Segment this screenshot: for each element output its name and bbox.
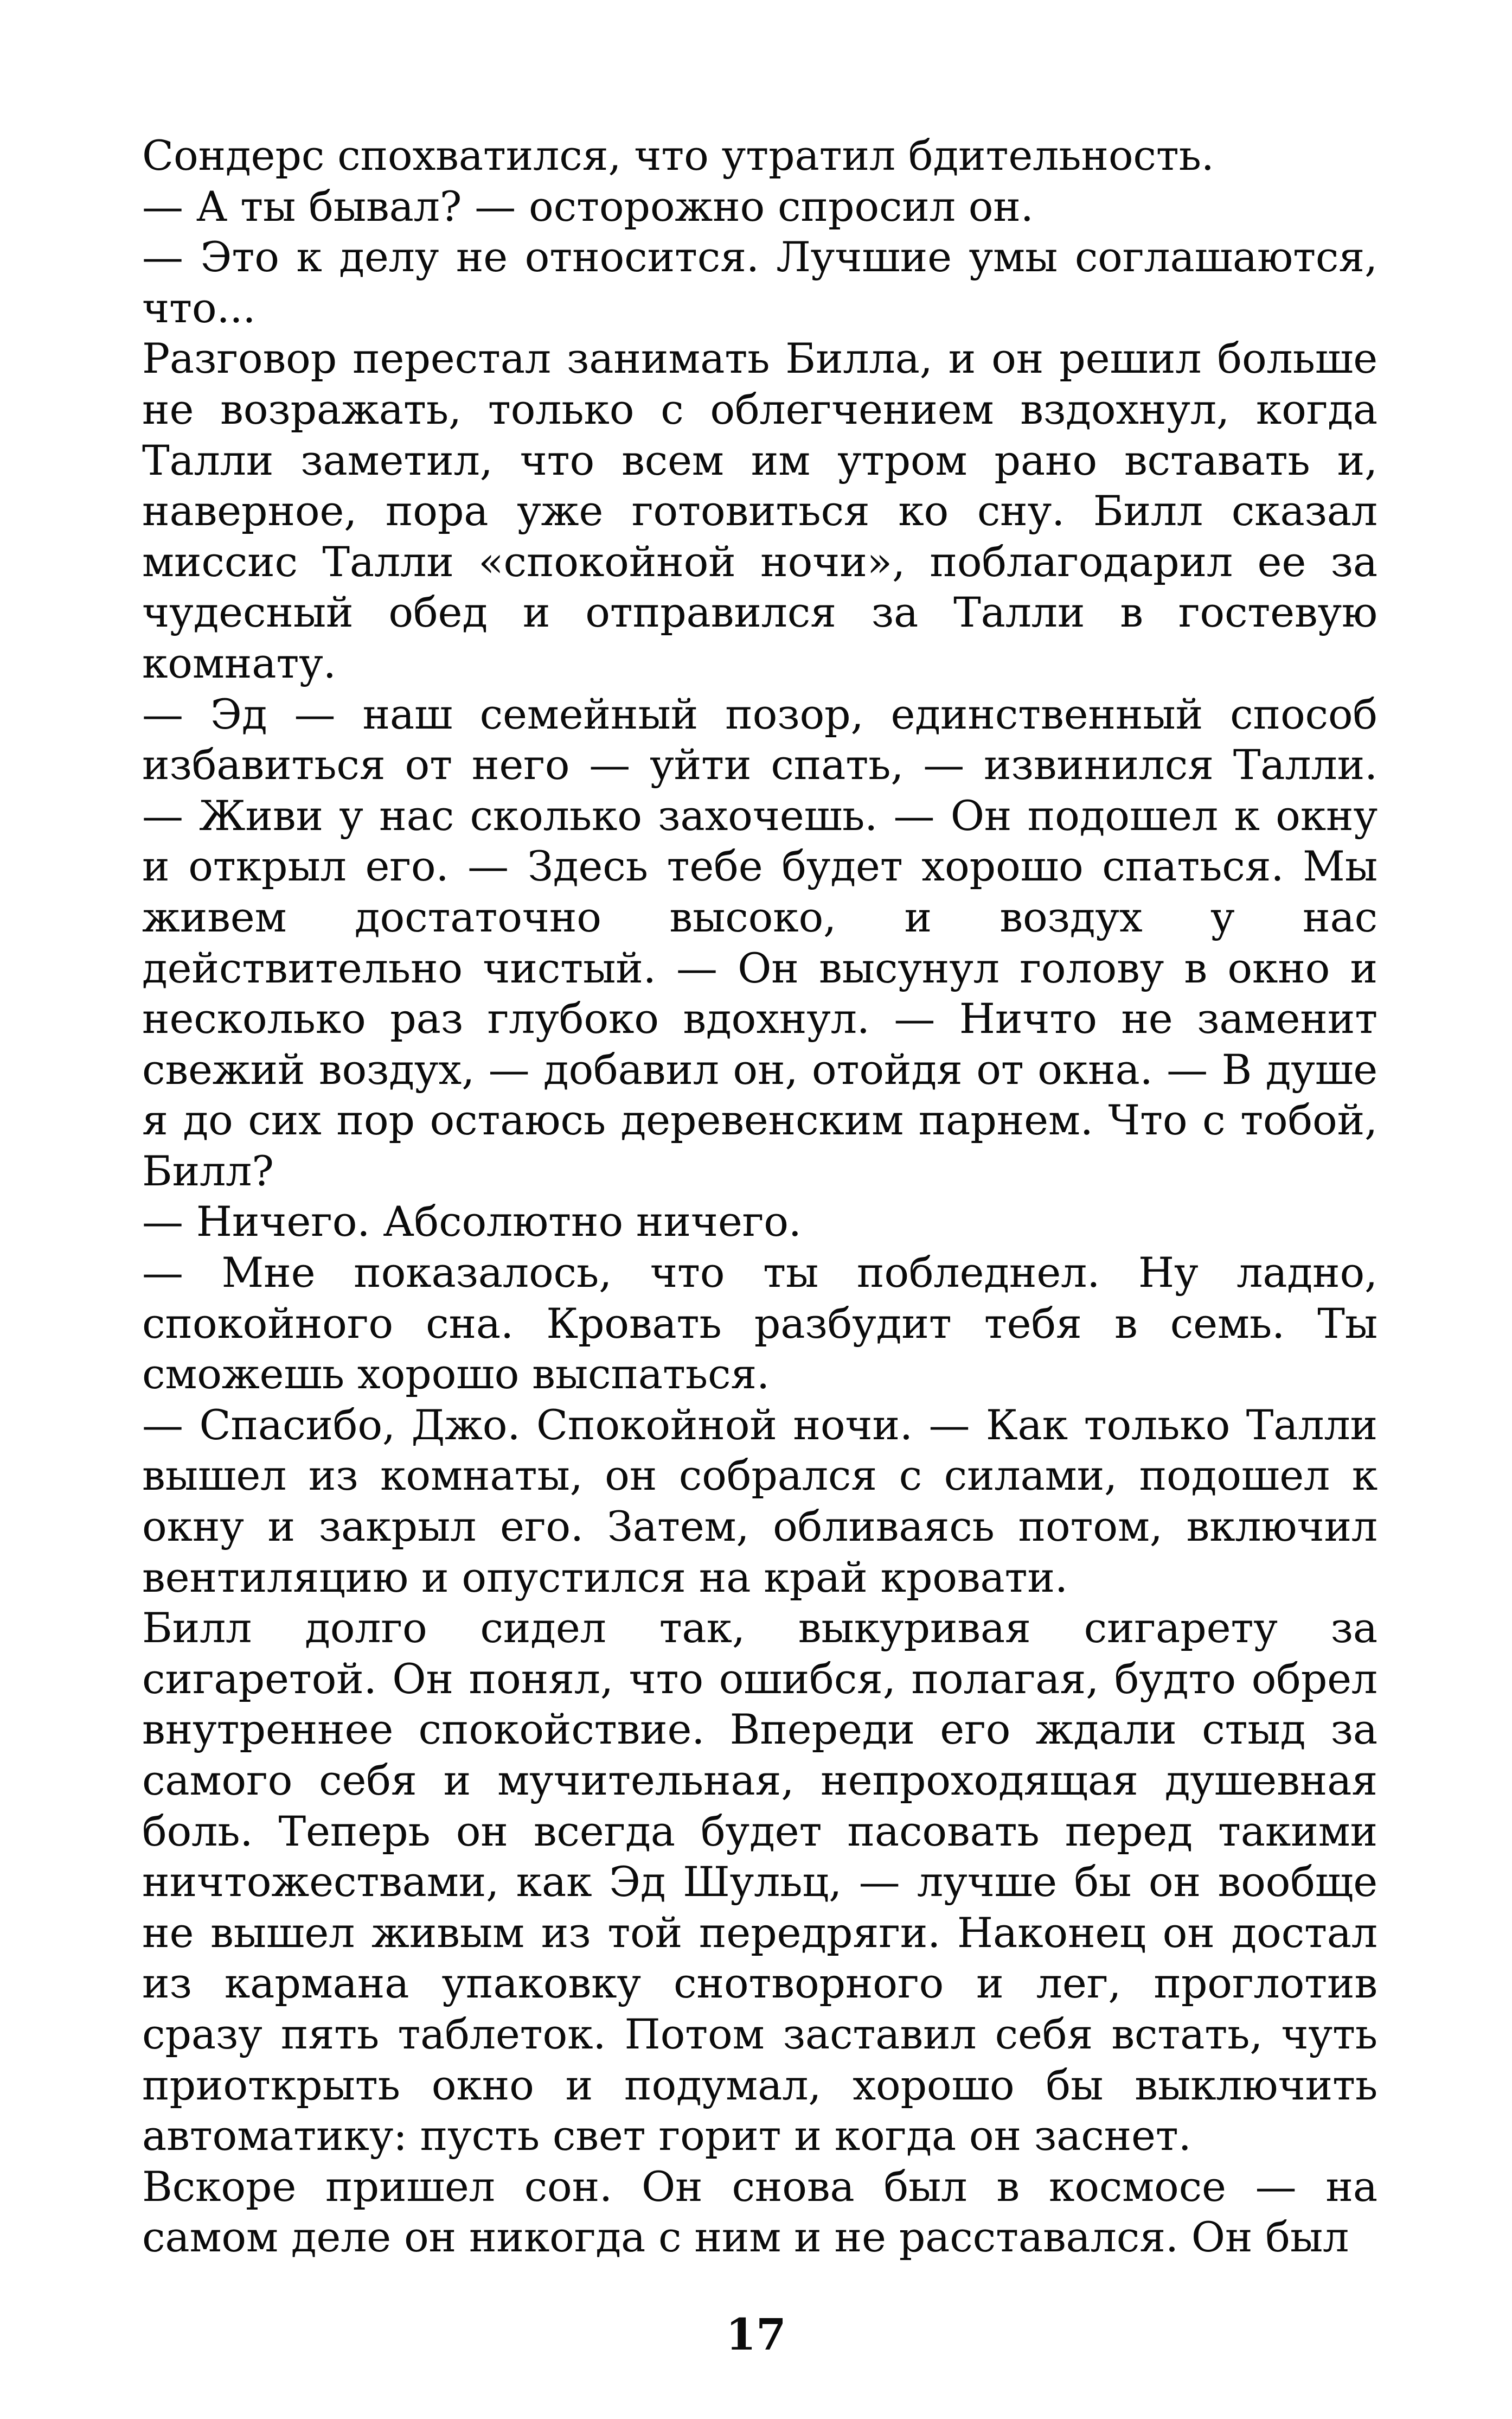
paragraph-2: — А ты бывал? — осторожно спросил он. <box>142 182 1034 231</box>
body-text <box>142 130 1378 2263</box>
paragraph-3: — Это к делу не относится. Лучшие умы соглашаются, что... <box>142 233 1378 332</box>
page-number: 17 <box>726 2309 786 2360</box>
paragraph-5: — Эд — наш семейный позор, единственный способ избавиться от него — уйти спать, — извинился Талли. — Живи у нас сколько захочешь. — Он подошел к окну и открыл его. — Здесь тебе будет хорошо спаться. Мы живем достаточно высоко, и воздух у нас действительно чистый. — Он высунул голову в окно и несколько раз глубоко вдохнул. — Ничто не заменит свежий воздух, — добавил он, отойдя от окна. — В душе я до сих пор остаюсь деревенским парнем. Что с тобой, Билл? <box>142 690 1378 1195</box>
paragraph-9: Билл долго сидел так, выкуривая сигарету за сигаретой. Он понял, что ошибся, полагая, будто обрел внутреннее спокойствие. Впереди его ждали стыд за самого себя и мучительная, непроходящая душевная боль. Теперь он всегда будет пасовать перед такими ничтожествами, как Эд Шульц, — лучше бы он вообще не вышел живым из той передряги. Наконец он достал из кармана упаковку снотворного и лег, проглотив сразу пять таблеток. Потом заставил себя встать, чуть приоткрыть окно и подумал, хорошо бы выключить автоматику: пусть свет горит и когда он заснет. <box>142 1604 1378 2160</box>
book-page <box>142 130 1378 2263</box>
paragraph-7: — Мне показалось, что ты побледнел. Ну ладно, спокойного сна. Кровать разбудит тебя в семь. Ты сможешь хорошо выспаться. <box>142 1248 1378 1399</box>
paragraph-10: Вскоре пришел сон. Он снова был в космосе — на самом деле он никогда с ним и не расставался. Он был <box>142 2162 1378 2262</box>
paragraph-4: Разговор перестал занимать Билла, и он решил больше не возражать, только с облегчением вздохнул, когда Талли заметил, что всем им утром рано вставать и, наверное, пора уже готовиться ко сну. Билл сказал миссис Талли «спокойной ночи», поблагодарил ее за чудесный обед и отправился за Талли в гостевую комнату. <box>142 334 1378 687</box>
paragraph-1: Сондерс спохватился, что утратил бдительность. <box>142 131 1214 180</box>
paragraph-6: — Ничего. Абсолютно ничего. <box>142 1197 802 1246</box>
paragraph-8: — Спасибо, Джо. Спокойной ночи. — Как только Талли вышел из комнаты, он собрался с силами, подошел к окну и закрыл его. Затем, обливаясь потом, включил вентиляцию и опустился на край кровати. <box>142 1400 1378 1601</box>
